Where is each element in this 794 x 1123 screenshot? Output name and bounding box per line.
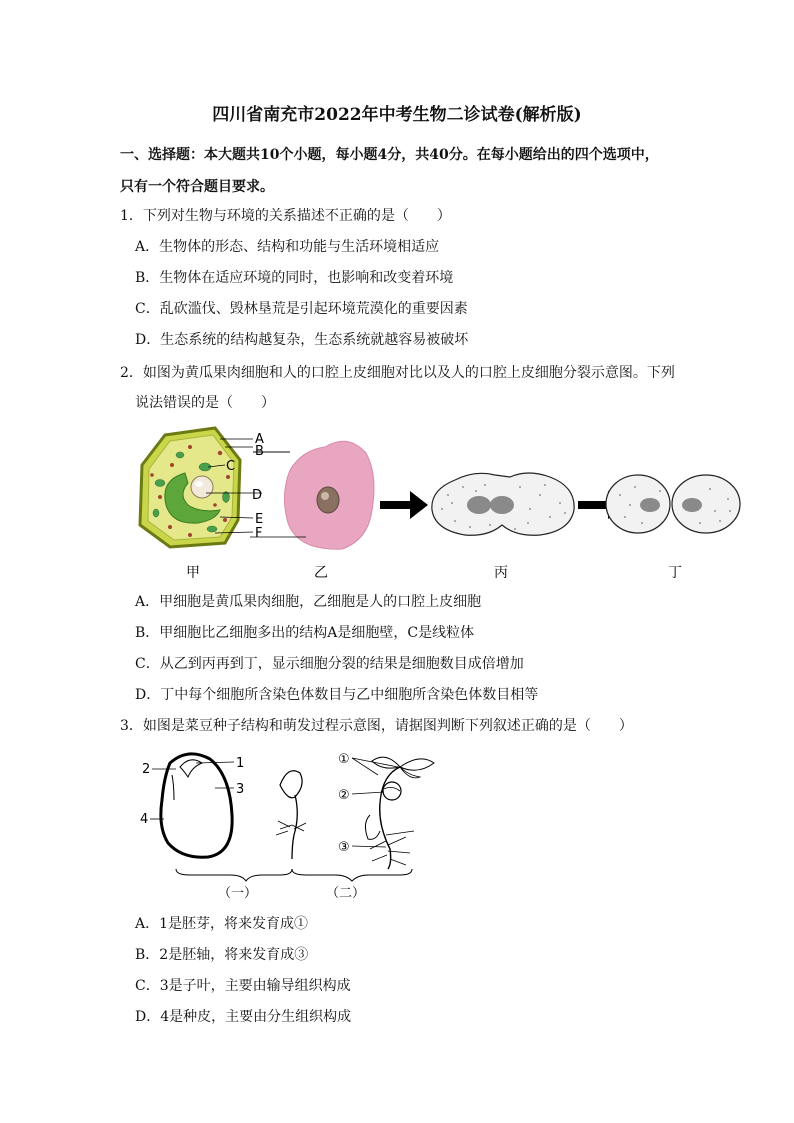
question-2-option-a: A．甲细胞是黄瓜果肉细胞，乙细胞是人的口腔上皮细胞 — [135, 594, 482, 610]
bean-seed-figure — [130, 745, 470, 905]
germinating-seedling — [276, 771, 306, 859]
panel-label-ding: 丁 — [668, 565, 682, 581]
plant-label-2: ② — [338, 788, 350, 803]
question-2-option-d: D．丁中每个细胞所含染色体数目与乙中细胞所含染色体数目相等 — [135, 687, 539, 703]
brace-group-2 — [292, 869, 412, 881]
panel-label-yi: 乙 — [314, 565, 328, 581]
question-3-option-a: A．1是胚芽，将来发育成① — [135, 916, 309, 932]
label-e: E — [255, 512, 264, 527]
question-2-stem-line-1: 2．如图为黄瓜果肉细胞和人的口腔上皮细胞对比以及人的口腔上皮细胞分裂示意图。下列 — [120, 365, 675, 381]
dividing-cell — [432, 473, 574, 535]
cell-comparison-figure — [130, 425, 760, 585]
question-2-option-c: C．从乙到丙再到丁，显示细胞分裂的结果是细胞数目成倍增加 — [135, 656, 524, 672]
group-label-1: （一） — [218, 886, 258, 901]
question-2-stem-line-2: 说法错误的是（ ） — [135, 395, 275, 411]
question-1-stem: 1．下列对生物与环境的关系描述不正确的是（ ） — [120, 208, 451, 224]
question-1-option-b: B．生物体在适应环境的同时，也影响和改变着环境 — [135, 270, 454, 286]
question-3-option-d: D．4是种皮，主要由分生组织构成 — [135, 1009, 352, 1025]
section-heading-line-2: 只有一个符合题目要求。 — [120, 179, 274, 195]
seed-label-3: 3 — [236, 782, 245, 797]
plant-cell — [140, 428, 240, 547]
seed-label-4: 4 — [140, 812, 149, 827]
question-1-option-d: D．生态系统的结构越复杂，生态系统就越容易被破坏 — [135, 332, 469, 348]
panel-label-jia: 甲 — [186, 565, 200, 581]
plant-label-1: ① — [338, 752, 350, 767]
label-c: C — [226, 459, 236, 474]
question-3-option-b: B．2是胚轴，将来发育成③ — [135, 947, 309, 963]
question-3-stem: 3．如图是菜豆种子结构和萌发过程示意图，请据图判断下列叙述正确的是（ ） — [120, 718, 633, 734]
label-d: D — [252, 488, 263, 503]
daughter-cells — [606, 475, 740, 533]
question-1-option-c: C．乱砍滥伐、毁林垦荒是引起环境荒漠化的重要因素 — [135, 301, 468, 317]
seed-label-2: 2 — [142, 762, 151, 777]
page-title: 四川省南充市2022年中考生物二诊试卷(解析版) — [212, 105, 582, 125]
question-1-option-a: A．生物体的形态、结构和功能与生活环境相适应 — [135, 239, 440, 255]
section-heading-line-1: 一、选择题：本大题共10个小题，每小题4分，共40分。在每小题给出的四个选项中， — [120, 147, 659, 163]
seed-label-1: 1 — [236, 756, 245, 771]
brace-group-1 — [176, 869, 292, 881]
question-2-option-b: B．甲细胞比乙细胞多出的结构A是细胞壁，C是线粒体 — [135, 625, 475, 641]
question-3-option-c: C．3是子叶，主要由输导组织构成 — [135, 978, 351, 994]
label-a: A — [255, 432, 264, 447]
plant-label-3: ③ — [338, 840, 350, 855]
label-b: B — [255, 444, 264, 459]
arrow-icon — [380, 491, 428, 519]
group-label-2: （二） — [326, 886, 366, 901]
cheek-cell — [284, 441, 374, 549]
panel-label-bing: 丙 — [494, 565, 508, 581]
label-f: F — [255, 526, 263, 541]
